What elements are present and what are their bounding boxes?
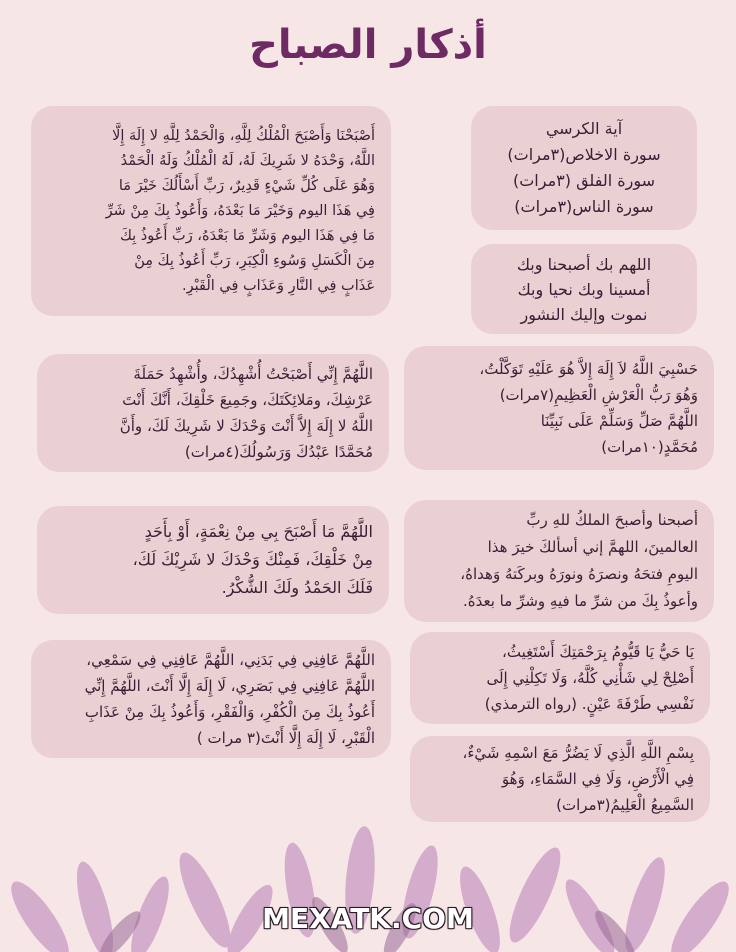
site-logo: MEXATK.COM [262,901,474,935]
dua-card-asbahna-long [31,106,391,316]
dua-card-hasbiyallah [404,346,714,470]
dua-text: بِسْمِ اللَّهِ الَّذِي لَا يَضُرُّ مَعَ اسْمِهِ شَيْءٌ، فِي الْأَرْضِ، وَلَا فِي السَّمَاءِ، وَهُوَ السَّمِيعُ الْعَلِيمُ(٣مرات) [462,744,694,814]
dua-text: اللهم بك أصبحنا وبك أمسينا وبك نحيا وبك نموت وإليك النشور [516,254,652,324]
dua-text: أصبحنا وأصبحَ الملكُ للهِ ربِّ العالمينَ، اللهمَّ إني أسألكَ خيرَ هذا اليومِ فتحَهُ ونصرَهُ ونورَهُ وبركَتهُ وَهداهُ، وأعوذُ بِكَ من شرِّ ما فيهِ وشرِّ ما بعدَهُ. [460,511,698,610]
dua-text: يَا حَيُّ يَا قَيُّومُ بِرَحْمَتِكَ أَسْتَغِيثُ، أَصْلِحْ لِي شَأْنِي كُلَّهُ، وَلَا تَكِلْنِي إِلَى نَفْسِي طَرْفَةَ عَيْنٍ. (رواه الترمذي) [484,643,694,713]
page-title: أذكار الصباح [249,22,487,68]
dua-text: حَسْبِيَ اللَّهُ لاَ إِلَهَ إِلاَّ هُوَ عَلَيْهِ تَوَكَّلْتُ، وَهُوَ رَبُّ الْعَرْشِ الْعَظِيمِ(٧مرات) اللَّهُمَّ صَلِّ وَسَلِّمْ عَلَى نَبِيِّنَا مُحَمَّدٍ(١٠مرات) [479,360,698,456]
surah-list-card [471,106,697,230]
surah-list-text: آية الكرسي سورة الاخلاص(٣مرات) سورة الفلق (٣مرات) سورة الناس(٣مرات) [507,119,661,216]
dua-text: اللَّهُمَّ إِنِّي أَصْبَحْتُ أُشْهِدُكَ، وأُشْهِدُ حَمَلَةَ عَرْشِكَ، ومَلائِكَتَكَ، وجَمِيعَ خَلْقِكَ، أَنَّكَ أَنْتَ اللَّهُ لا إِلَهَ إِلاَّ أَنْتَ وَحْدَكَ لا شَرِيكَ لَكَ، وأَنَّ مُحَمَّدًا عَبْدُكَ وَرَسُولُكَ(٤مرات) [119,365,373,461]
dua-card-bika-asbahna [471,244,697,334]
dua-card-ushhiduka [37,354,389,472]
dua-card-afini [31,640,391,758]
dua-text: أَصْبَحْنَا وَأَصْبَحَ الْمُلْكُ لِلَّهِ، وَالْحَمْدُ لِلَّهِ لا إِلَهَ إِلَّا اللَّهُ، وَحْدَهُ لا شَرِيكَ لَهُ، لَهُ الْمُلْكُ وَلَهُ الْحَمْدُ وَهُوَ عَلَى كُلِّ شَيْءٍ قَدِيرٌ، رَبِّ أَسْأَلُكَ خَيْرَ مَا فِي هَذَا اليوم وَخَيْرَ مَا بَعْدَهُ، وَأَعُوذُ بِكَ مِنْ شَرِّ مَا فِي هَذَا اليوم وَشَرِّ مَا بَعْدَهُ، رَبِّ أَعُوذُ بِكَ مِنَ الْكَسَلِ وَسُوءِ الْكِبَرِ، رَبِّ أَعُوذُ بِكَ مِنْ عَذَابٍ فِي النَّارِ وَعَذَابٍ فِي الْقَبْرِ. [105,127,375,294]
dua-card-nimah [37,506,389,614]
dua-text: اللَّهُمَّ مَا أَصْبَحَ بِي مِنْ نِعْمَةٍ، أَوْ بِأَحَدٍ مِنْ خَلْقِكَ، فَمِنْكَ وَحْدَكَ لا شَرِيْكَ لَكَ، فَلَكَ الحَمْدُ ولَكَ الشُّكْرُ. [132,522,373,597]
dua-card-asbahna-short [404,500,714,622]
dua-card-ya-hayyu [410,632,710,724]
dua-text: اللَّهُمَّ عَافِنِي فِي بَدَنِي، اللَّهُمَّ عَافِنِي فِي سَمْعِي، اللَّهُمَّ عَافِنِي فِي بَصَرِي، لَا إِلَهَ إِلَّا أَنْتَ، اللَّهُمَّ إِنِّي أَعُوذُ بِكَ مِنَ الْكُفْرِ، وَالْفَقْرِ، وَأَعُوذُ بِكَ مِنْ عَذَابِ الْقَبْرِ، لَا إِلَهَ إِلَّا أَنْتَ(٣ مرات ) [84,651,375,747]
